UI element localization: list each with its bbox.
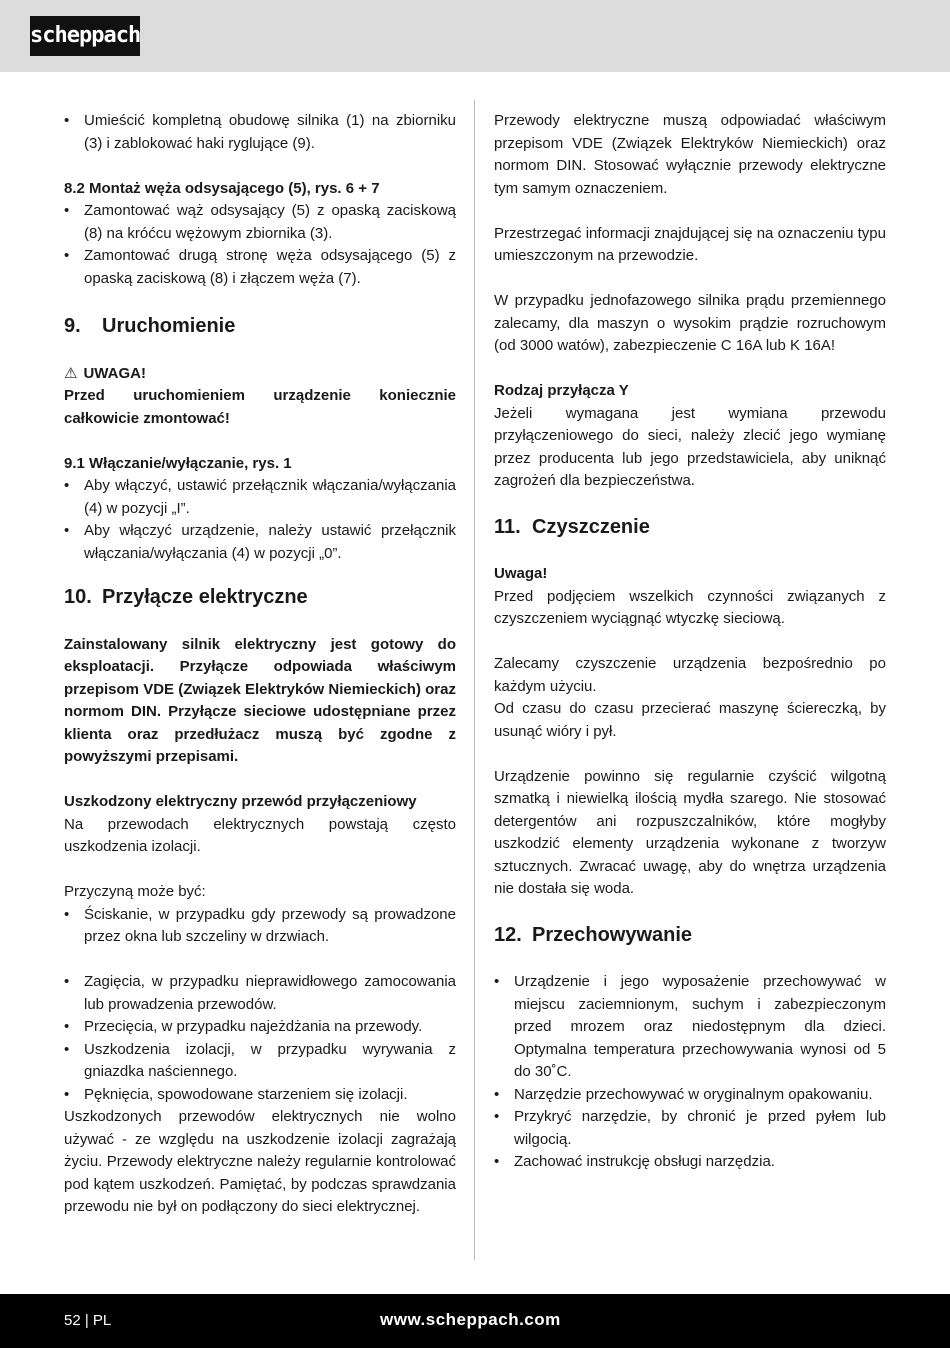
section-9-1-heading: 9.1 Włączanie/wyłączanie, rys. 1 <box>64 454 292 472</box>
section-title: Przechowywanie <box>532 923 693 946</box>
list-item: • Umieścić kompletną obudowę silnika (1) na zbiorniku (3) i zablokować haki ryglujące (9). <box>64 110 456 155</box>
warning-icon: ⚠ <box>64 364 78 382</box>
list-item: • Zamontować drugą stronę węża odsysającego (5) z opaską zaciskową (8) i złączem węża (7). <box>64 245 456 290</box>
cause-intro: Przyczyną może być: <box>64 883 206 900</box>
paragraph: Przestrzegać informacji znajdującej się na oznaczeniu typu umieszczonym na przewodzie. <box>494 224 886 264</box>
intro-list <box>64 110 456 155</box>
section-12-list <box>494 971 886 1174</box>
paragraph: Zalecamy czyszczenie urządzenia bezpośrednio po każdym użyciu. <box>494 655 886 695</box>
brand-logo: scheppach <box>30 16 140 56</box>
section-9-1-list <box>64 475 456 565</box>
column-divider <box>474 100 475 1260</box>
left-column <box>64 110 456 1219</box>
list-item: • Aby włączyć urządzenie, należy ustawić przełącznik włączania/wyłączania (4) w pozycji „0”. <box>64 520 456 565</box>
list-item: • Przykryć narzędzie, by chronić je przed pyłem lub wilgocią. <box>494 1106 886 1151</box>
warning-heading <box>64 363 456 386</box>
section-10-heading <box>64 583 456 611</box>
warning-title: UWAGA! <box>83 364 146 382</box>
connection-type-text: Jeżeli wymagana jest wymiana przewodu przyłączeniowego do sieci, należy zlecić jego wymianę przez producenta lub jego przedstawiciela, aby uniknąć zagrożeń dla bezpieczeństwa. <box>494 404 886 489</box>
list-item: • Ściskanie, w przypadku gdy przewody są prowadzone przez okna lub szczeliny w drzwiach. <box>64 904 456 949</box>
connection-type-heading: Rodzaj przyłącza Y <box>494 382 629 399</box>
list-item: • Zagięcia, w przypadku nieprawidłowego zamocowania lub prowadzenia przewodów. <box>64 971 456 1016</box>
list-item: • Narzędzie przechowywać w oryginalnym opakowaniu. <box>494 1084 886 1107</box>
paragraph: W przypadku jednofazowego silnika prądu przemiennego zalecamy, dla maszyn o wysokim prądzie rozruchowym (od 3000 watów), zabezpieczenie C 16A lub K 16A! <box>494 292 886 354</box>
list-item: • Zachować instrukcję obsługi narzędzia. <box>494 1151 886 1174</box>
list-item: • Uszkodzenia izolacji, w przypadku wyrywania z gniazdka naściennego. <box>64 1039 456 1084</box>
page-footer <box>0 1294 950 1348</box>
cause-list-a <box>64 904 456 949</box>
website-url: www.scheppach.com <box>380 1310 561 1329</box>
list-item: • Przecięcia, w przypadku najeżdżania na przewody. <box>64 1016 456 1039</box>
section-12-heading <box>494 921 886 949</box>
page-number: 52 | PL <box>64 1312 112 1329</box>
list-item: • Aby włączyć, ustawić przełącznik włączania/wyłączania (4) w pozycji „I”. <box>64 475 456 520</box>
section-number: 12. <box>494 923 522 946</box>
note-text: Przed podjęciem wszelkich czynności związanych z czyszczeniem wyciągnąć wtyczkę sieciową. <box>494 587 886 627</box>
section-number: 9. <box>64 315 81 337</box>
section-number: 11. <box>494 515 521 538</box>
paragraph: Przewody elektryczne muszą odpowiadać właściwym przepisom VDE (Związek Elektryków Niemieckich) oraz normom DIN. Stosować wyłącznie przewody elektryczne tym samym oznaczeniem. <box>494 112 886 197</box>
section-8-2-list <box>64 200 456 290</box>
paragraph: Od czasu do czasu przecierać maszynę ściereczką, by usunąć wióry i pył. <box>494 700 886 740</box>
section-8-2-heading: 8.2 Montaż węża odsysającego (5), rys. 6 + 7 <box>64 179 380 197</box>
section-10-bold-paragraph: Zainstalowany silnik elektryczny jest gotowy do eksploatacji. Przyłącze odpowiada właściwym przepisom VDE (Związek Elektryków Niemieckich) oraz normom DIN. Przyłącze sieciowe udostępniane przez klienta oraz przedłużacz muszą być zgodne z powyższymi przepisami. <box>64 635 456 765</box>
damaged-cable-text: Na przewodach elektrycznych powstają często uszkodzenia izolacji. <box>64 815 456 855</box>
closing-text: Uszkodzonych przewodów elektrycznych nie wolno używać - ze względu na uszkodzenie izolacji zagrażają życiu. Przewody elektryczne należy regularnie kontrolować pod kątem uszkodzeń. Pamiętać, by podczas sprawdzania przewodu nie był on podłączony do sieci elektrycznej. <box>64 1108 456 1215</box>
list-item: • Urządzenie i jego wyposażenie przechowywać w miejscu zaciemnionym, suchym i zabezpieczonym przed mrozem oraz niedostępnym dla dzieci. Optymalna temperatura przechowywania wynosi od 5 do 30˚C. <box>494 971 886 1084</box>
section-title: Uruchomienie <box>102 315 236 337</box>
list-item: • Pęknięcia, spowodowane starzeniem się izolacji. <box>64 1084 456 1107</box>
warning-text: Przed uruchomieniem urządzenie koniecznie całkowicie zmontować! <box>64 387 456 427</box>
paragraph: Urządzenie powinno się regularnie czyścić wilgotną szmatką i niewielką ilością mydła szarego. Nie stosować detergentów ani rozpuszczalników, które mogłyby uszkodzić elementy urządzenia wykonane z tworzyw sztucznych. Zwracać uwagę, aby do wnętrza urządzenia nie dostała się woda. <box>494 767 886 897</box>
right-column <box>494 110 886 1174</box>
cause-list-b <box>64 971 456 1106</box>
section-11-heading <box>494 513 886 541</box>
section-number: 10. <box>64 586 92 608</box>
page-header <box>0 0 950 72</box>
section-title: Czyszczenie <box>532 515 650 538</box>
damaged-cable-heading: Uszkodzony elektryczny przewód przyłączeniowy <box>64 793 417 810</box>
section-9-heading <box>64 312 456 340</box>
section-title: Przyłącze elektryczne <box>102 586 308 608</box>
list-item: • Zamontować wąż odsysający (5) z opaską zaciskową (8) na króćcu wężowym zbiornika (3). <box>64 200 456 245</box>
note-title: Uwaga! <box>494 565 548 582</box>
